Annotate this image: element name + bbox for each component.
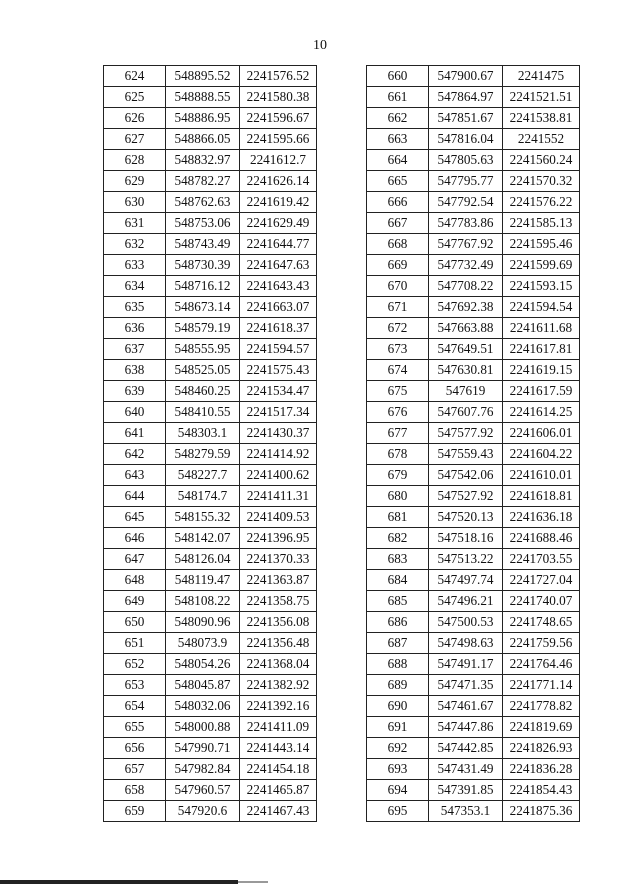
x-coordinate-cell: 548743.49	[166, 234, 240, 255]
table-row	[367, 87, 580, 108]
y-coordinate-cell: 2241626.14	[240, 171, 317, 192]
x-coordinate-cell: 547649.51	[429, 339, 503, 360]
point-number-cell: 662	[367, 108, 429, 129]
x-coordinate-cell: 548673.14	[166, 297, 240, 318]
point-number-cell: 636	[104, 318, 166, 339]
table-row	[367, 528, 580, 549]
x-coordinate-cell: 547497.74	[429, 570, 503, 591]
point-number-cell: 626	[104, 108, 166, 129]
table-row	[367, 549, 580, 570]
x-coordinate-cell: 547795.77	[429, 171, 503, 192]
table-row	[367, 234, 580, 255]
point-number-cell: 642	[104, 444, 166, 465]
point-number-cell: 692	[367, 738, 429, 759]
x-coordinate-cell: 548032.06	[166, 696, 240, 717]
table-row	[367, 129, 580, 150]
y-coordinate-cell: 2241560.24	[503, 150, 580, 171]
page-number: 10	[313, 38, 327, 53]
x-coordinate-cell: 548410.55	[166, 402, 240, 423]
point-number-cell: 649	[104, 591, 166, 612]
footer-rule-tail	[238, 881, 268, 883]
y-coordinate-cell: 2241748.65	[503, 612, 580, 633]
x-coordinate-cell: 547491.17	[429, 654, 503, 675]
table-row	[367, 486, 580, 507]
point-number-cell: 686	[367, 612, 429, 633]
table-row	[367, 801, 580, 822]
point-number-cell: 635	[104, 297, 166, 318]
table-row	[367, 444, 580, 465]
y-coordinate-cell: 2241575.43	[240, 360, 317, 381]
y-coordinate-cell: 2241854.43	[503, 780, 580, 801]
y-coordinate-cell: 2241618.81	[503, 486, 580, 507]
y-coordinate-cell: 2241599.69	[503, 255, 580, 276]
y-coordinate-cell: 2241663.07	[240, 297, 317, 318]
y-coordinate-cell: 2241467.43	[240, 801, 317, 822]
point-number-cell: 656	[104, 738, 166, 759]
x-coordinate-cell: 548142.07	[166, 528, 240, 549]
point-number-cell: 676	[367, 402, 429, 423]
table-row	[367, 255, 580, 276]
footer-rule	[0, 880, 238, 884]
y-coordinate-cell: 2241370.33	[240, 549, 317, 570]
point-number-cell: 637	[104, 339, 166, 360]
x-coordinate-cell: 548279.59	[166, 444, 240, 465]
point-number-cell: 633	[104, 255, 166, 276]
y-coordinate-cell: 2241644.77	[240, 234, 317, 255]
y-coordinate-cell: 2241819.69	[503, 717, 580, 738]
point-number-cell: 627	[104, 129, 166, 150]
x-coordinate-cell: 547708.22	[429, 276, 503, 297]
x-coordinate-cell: 548155.32	[166, 507, 240, 528]
point-number-cell: 685	[367, 591, 429, 612]
table-row	[367, 150, 580, 171]
point-number-cell: 661	[367, 87, 429, 108]
table-row	[104, 444, 317, 465]
table-row	[104, 717, 317, 738]
table-row	[104, 129, 317, 150]
table-row	[104, 108, 317, 129]
y-coordinate-cell: 2241538.81	[503, 108, 580, 129]
y-coordinate-cell: 2241606.01	[503, 423, 580, 444]
x-coordinate-cell: 547960.57	[166, 780, 240, 801]
y-coordinate-cell: 2241647.63	[240, 255, 317, 276]
table-row	[104, 759, 317, 780]
x-coordinate-cell: 548303.1	[166, 423, 240, 444]
table-row	[367, 738, 580, 759]
point-number-cell: 634	[104, 276, 166, 297]
table-row	[104, 465, 317, 486]
x-coordinate-cell: 548073.9	[166, 633, 240, 654]
x-coordinate-cell: 547816.04	[429, 129, 503, 150]
y-coordinate-cell: 2241636.18	[503, 507, 580, 528]
table-row	[367, 507, 580, 528]
point-number-cell: 677	[367, 423, 429, 444]
point-number-cell: 647	[104, 549, 166, 570]
x-coordinate-cell: 547518.16	[429, 528, 503, 549]
x-coordinate-cell: 547783.86	[429, 213, 503, 234]
point-number-cell: 691	[367, 717, 429, 738]
y-coordinate-cell: 2241619.42	[240, 192, 317, 213]
x-coordinate-cell: 547461.67	[429, 696, 503, 717]
y-coordinate-cell: 2241595.46	[503, 234, 580, 255]
y-coordinate-cell: 2241604.22	[503, 444, 580, 465]
table-row	[104, 528, 317, 549]
table-row	[367, 276, 580, 297]
table-row	[367, 213, 580, 234]
y-coordinate-cell: 2241643.43	[240, 276, 317, 297]
x-coordinate-cell: 548866.05	[166, 129, 240, 150]
x-coordinate-cell: 548753.06	[166, 213, 240, 234]
x-coordinate-cell: 547559.43	[429, 444, 503, 465]
x-coordinate-cell: 548108.22	[166, 591, 240, 612]
y-coordinate-cell: 2241595.66	[240, 129, 317, 150]
x-coordinate-cell: 548782.27	[166, 171, 240, 192]
y-coordinate-cell: 2241619.15	[503, 360, 580, 381]
point-number-cell: 680	[367, 486, 429, 507]
y-coordinate-cell: 2241759.56	[503, 633, 580, 654]
point-number-cell: 654	[104, 696, 166, 717]
x-coordinate-cell: 547990.71	[166, 738, 240, 759]
x-coordinate-cell: 547442.85	[429, 738, 503, 759]
point-number-cell: 664	[367, 150, 429, 171]
table-row	[367, 360, 580, 381]
y-coordinate-cell: 2241771.14	[503, 675, 580, 696]
table-row	[104, 423, 317, 444]
point-number-cell: 631	[104, 213, 166, 234]
table-row	[367, 465, 580, 486]
point-number-cell: 639	[104, 381, 166, 402]
point-number-cell: 653	[104, 675, 166, 696]
table-row	[104, 780, 317, 801]
point-number-cell: 641	[104, 423, 166, 444]
point-number-cell: 652	[104, 654, 166, 675]
x-coordinate-cell: 547577.92	[429, 423, 503, 444]
y-coordinate-cell: 2241826.93	[503, 738, 580, 759]
x-coordinate-cell: 548119.47	[166, 570, 240, 591]
y-coordinate-cell: 2241688.46	[503, 528, 580, 549]
y-coordinate-cell: 2241534.47	[240, 381, 317, 402]
point-number-cell: 640	[104, 402, 166, 423]
point-number-cell: 650	[104, 612, 166, 633]
table-row	[367, 66, 580, 87]
point-number-cell: 638	[104, 360, 166, 381]
table-row	[367, 381, 580, 402]
table-row	[104, 66, 317, 87]
x-coordinate-cell: 547447.86	[429, 717, 503, 738]
y-coordinate-cell: 2241430.37	[240, 423, 317, 444]
y-coordinate-cell: 2241382.92	[240, 675, 317, 696]
table-row	[104, 381, 317, 402]
x-coordinate-cell: 547851.67	[429, 108, 503, 129]
y-coordinate-cell: 2241368.04	[240, 654, 317, 675]
y-coordinate-cell: 2241594.54	[503, 297, 580, 318]
x-coordinate-cell: 548525.05	[166, 360, 240, 381]
table-row	[367, 633, 580, 654]
point-number-cell: 678	[367, 444, 429, 465]
y-coordinate-cell: 2241580.38	[240, 87, 317, 108]
x-coordinate-cell: 547542.06	[429, 465, 503, 486]
point-number-cell: 648	[104, 570, 166, 591]
y-coordinate-cell: 2241727.04	[503, 570, 580, 591]
y-coordinate-cell: 2241596.67	[240, 108, 317, 129]
x-coordinate-cell: 547732.49	[429, 255, 503, 276]
x-coordinate-cell: 548716.12	[166, 276, 240, 297]
point-number-cell: 672	[367, 318, 429, 339]
table-row	[104, 486, 317, 507]
y-coordinate-cell: 2241740.07	[503, 591, 580, 612]
point-number-cell: 681	[367, 507, 429, 528]
coordinates-table-right	[366, 65, 580, 822]
y-coordinate-cell: 2241356.08	[240, 612, 317, 633]
x-coordinate-cell: 548000.88	[166, 717, 240, 738]
point-number-cell: 659	[104, 801, 166, 822]
y-coordinate-cell: 2241552	[503, 129, 580, 150]
point-number-cell: 665	[367, 171, 429, 192]
y-coordinate-cell: 2241358.75	[240, 591, 317, 612]
point-number-cell: 630	[104, 192, 166, 213]
y-coordinate-cell: 2241411.31	[240, 486, 317, 507]
point-number-cell: 679	[367, 465, 429, 486]
x-coordinate-cell: 547500.53	[429, 612, 503, 633]
y-coordinate-cell: 2241400.62	[240, 465, 317, 486]
table-row	[104, 87, 317, 108]
table-row	[104, 171, 317, 192]
table-row	[104, 570, 317, 591]
x-coordinate-cell: 547513.22	[429, 549, 503, 570]
y-coordinate-cell: 2241454.18	[240, 759, 317, 780]
point-number-cell: 693	[367, 759, 429, 780]
table-row	[104, 402, 317, 423]
y-coordinate-cell: 2241614.25	[503, 402, 580, 423]
y-coordinate-cell: 2241617.81	[503, 339, 580, 360]
table-row	[104, 255, 317, 276]
y-coordinate-cell: 2241836.28	[503, 759, 580, 780]
x-coordinate-cell: 548832.97	[166, 150, 240, 171]
x-coordinate-cell: 547496.21	[429, 591, 503, 612]
table-row	[104, 318, 317, 339]
point-number-cell: 675	[367, 381, 429, 402]
y-coordinate-cell: 2241576.22	[503, 192, 580, 213]
x-coordinate-cell: 547520.13	[429, 507, 503, 528]
y-coordinate-cell: 2241629.49	[240, 213, 317, 234]
y-coordinate-cell: 2241517.34	[240, 402, 317, 423]
x-coordinate-cell: 547864.97	[429, 87, 503, 108]
table-row	[367, 318, 580, 339]
point-number-cell: 657	[104, 759, 166, 780]
point-number-cell: 669	[367, 255, 429, 276]
x-coordinate-cell: 548460.25	[166, 381, 240, 402]
table-row	[104, 612, 317, 633]
x-coordinate-cell: 547663.88	[429, 318, 503, 339]
point-number-cell: 663	[367, 129, 429, 150]
table-row	[104, 234, 317, 255]
x-coordinate-cell: 548555.95	[166, 339, 240, 360]
table-row	[104, 192, 317, 213]
point-number-cell: 629	[104, 171, 166, 192]
x-coordinate-cell: 548126.04	[166, 549, 240, 570]
x-coordinate-cell: 548579.19	[166, 318, 240, 339]
y-coordinate-cell: 2241875.36	[503, 801, 580, 822]
y-coordinate-cell: 2241778.82	[503, 696, 580, 717]
y-coordinate-cell: 2241576.52	[240, 66, 317, 87]
y-coordinate-cell: 2241570.32	[503, 171, 580, 192]
table-row	[104, 633, 317, 654]
x-coordinate-cell: 547792.54	[429, 192, 503, 213]
y-coordinate-cell: 2241585.13	[503, 213, 580, 234]
y-coordinate-cell: 2241465.87	[240, 780, 317, 801]
x-coordinate-cell: 547900.67	[429, 66, 503, 87]
point-number-cell: 695	[367, 801, 429, 822]
table-row	[367, 402, 580, 423]
x-coordinate-cell: 547982.84	[166, 759, 240, 780]
x-coordinate-cell: 547431.49	[429, 759, 503, 780]
x-coordinate-cell: 547527.92	[429, 486, 503, 507]
table-row	[367, 675, 580, 696]
y-coordinate-cell: 2241409.53	[240, 507, 317, 528]
point-number-cell: 690	[367, 696, 429, 717]
x-coordinate-cell: 548054.26	[166, 654, 240, 675]
table-row	[367, 717, 580, 738]
point-number-cell: 684	[367, 570, 429, 591]
x-coordinate-cell: 548227.7	[166, 465, 240, 486]
table-row	[104, 549, 317, 570]
point-number-cell: 666	[367, 192, 429, 213]
point-number-cell: 660	[367, 66, 429, 87]
table-row	[367, 171, 580, 192]
point-number-cell: 689	[367, 675, 429, 696]
y-coordinate-cell: 2241610.01	[503, 465, 580, 486]
table-row	[104, 213, 317, 234]
x-coordinate-cell: 547805.63	[429, 150, 503, 171]
point-number-cell: 674	[367, 360, 429, 381]
point-number-cell: 670	[367, 276, 429, 297]
table-row	[367, 759, 580, 780]
point-number-cell: 671	[367, 297, 429, 318]
table-row	[104, 591, 317, 612]
table-row	[367, 570, 580, 591]
table-row	[104, 276, 317, 297]
y-coordinate-cell: 2241612.7	[240, 150, 317, 171]
table-row	[367, 108, 580, 129]
point-number-cell: 644	[104, 486, 166, 507]
x-coordinate-cell: 547498.63	[429, 633, 503, 654]
y-coordinate-cell: 2241618.37	[240, 318, 317, 339]
x-coordinate-cell: 547630.81	[429, 360, 503, 381]
table-row	[367, 696, 580, 717]
y-coordinate-cell: 2241396.95	[240, 528, 317, 549]
y-coordinate-cell: 2241764.46	[503, 654, 580, 675]
point-number-cell: 646	[104, 528, 166, 549]
x-coordinate-cell: 548174.7	[166, 486, 240, 507]
point-number-cell: 687	[367, 633, 429, 654]
table-row	[367, 297, 580, 318]
table-row	[104, 150, 317, 171]
point-number-cell: 624	[104, 66, 166, 87]
x-coordinate-cell: 548886.95	[166, 108, 240, 129]
x-coordinate-cell: 547920.6	[166, 801, 240, 822]
x-coordinate-cell: 547619	[429, 381, 503, 402]
y-coordinate-cell: 2241443.14	[240, 738, 317, 759]
point-number-cell: 673	[367, 339, 429, 360]
x-coordinate-cell: 548045.87	[166, 675, 240, 696]
coordinates-table-left	[103, 65, 317, 822]
y-coordinate-cell: 2241392.16	[240, 696, 317, 717]
table-row	[104, 654, 317, 675]
point-number-cell: 625	[104, 87, 166, 108]
y-coordinate-cell: 2241703.55	[503, 549, 580, 570]
table-row	[104, 507, 317, 528]
point-number-cell: 643	[104, 465, 166, 486]
table-row	[367, 423, 580, 444]
point-number-cell: 632	[104, 234, 166, 255]
point-number-cell: 683	[367, 549, 429, 570]
table-row	[104, 801, 317, 822]
y-coordinate-cell: 2241521.51	[503, 87, 580, 108]
y-coordinate-cell: 2241356.48	[240, 633, 317, 654]
y-coordinate-cell: 2241611.68	[503, 318, 580, 339]
point-number-cell: 628	[104, 150, 166, 171]
y-coordinate-cell: 2241411.09	[240, 717, 317, 738]
y-coordinate-cell: 2241414.92	[240, 444, 317, 465]
table-row	[104, 297, 317, 318]
table-row	[367, 591, 580, 612]
point-number-cell: 694	[367, 780, 429, 801]
y-coordinate-cell: 2241594.57	[240, 339, 317, 360]
x-coordinate-cell: 548762.63	[166, 192, 240, 213]
table-row	[104, 738, 317, 759]
x-coordinate-cell: 548888.55	[166, 87, 240, 108]
point-number-cell: 651	[104, 633, 166, 654]
x-coordinate-cell: 547353.1	[429, 801, 503, 822]
y-coordinate-cell: 2241363.87	[240, 570, 317, 591]
x-coordinate-cell: 548730.39	[166, 255, 240, 276]
y-coordinate-cell: 2241617.59	[503, 381, 580, 402]
table-row	[367, 654, 580, 675]
point-number-cell: 658	[104, 780, 166, 801]
x-coordinate-cell: 547692.38	[429, 297, 503, 318]
point-number-cell: 667	[367, 213, 429, 234]
table-row	[104, 360, 317, 381]
x-coordinate-cell: 548895.52	[166, 66, 240, 87]
x-coordinate-cell: 548090.96	[166, 612, 240, 633]
point-number-cell: 688	[367, 654, 429, 675]
point-number-cell: 668	[367, 234, 429, 255]
y-coordinate-cell: 2241475	[503, 66, 580, 87]
table-row	[104, 675, 317, 696]
table-row	[104, 339, 317, 360]
x-coordinate-cell: 547471.35	[429, 675, 503, 696]
table-row	[367, 339, 580, 360]
point-number-cell: 655	[104, 717, 166, 738]
x-coordinate-cell: 547391.85	[429, 780, 503, 801]
point-number-cell: 645	[104, 507, 166, 528]
x-coordinate-cell: 547607.76	[429, 402, 503, 423]
table-row	[367, 192, 580, 213]
point-number-cell: 682	[367, 528, 429, 549]
table-row	[367, 780, 580, 801]
table-row	[104, 696, 317, 717]
x-coordinate-cell: 547767.92	[429, 234, 503, 255]
table-row	[367, 612, 580, 633]
y-coordinate-cell: 2241593.15	[503, 276, 580, 297]
